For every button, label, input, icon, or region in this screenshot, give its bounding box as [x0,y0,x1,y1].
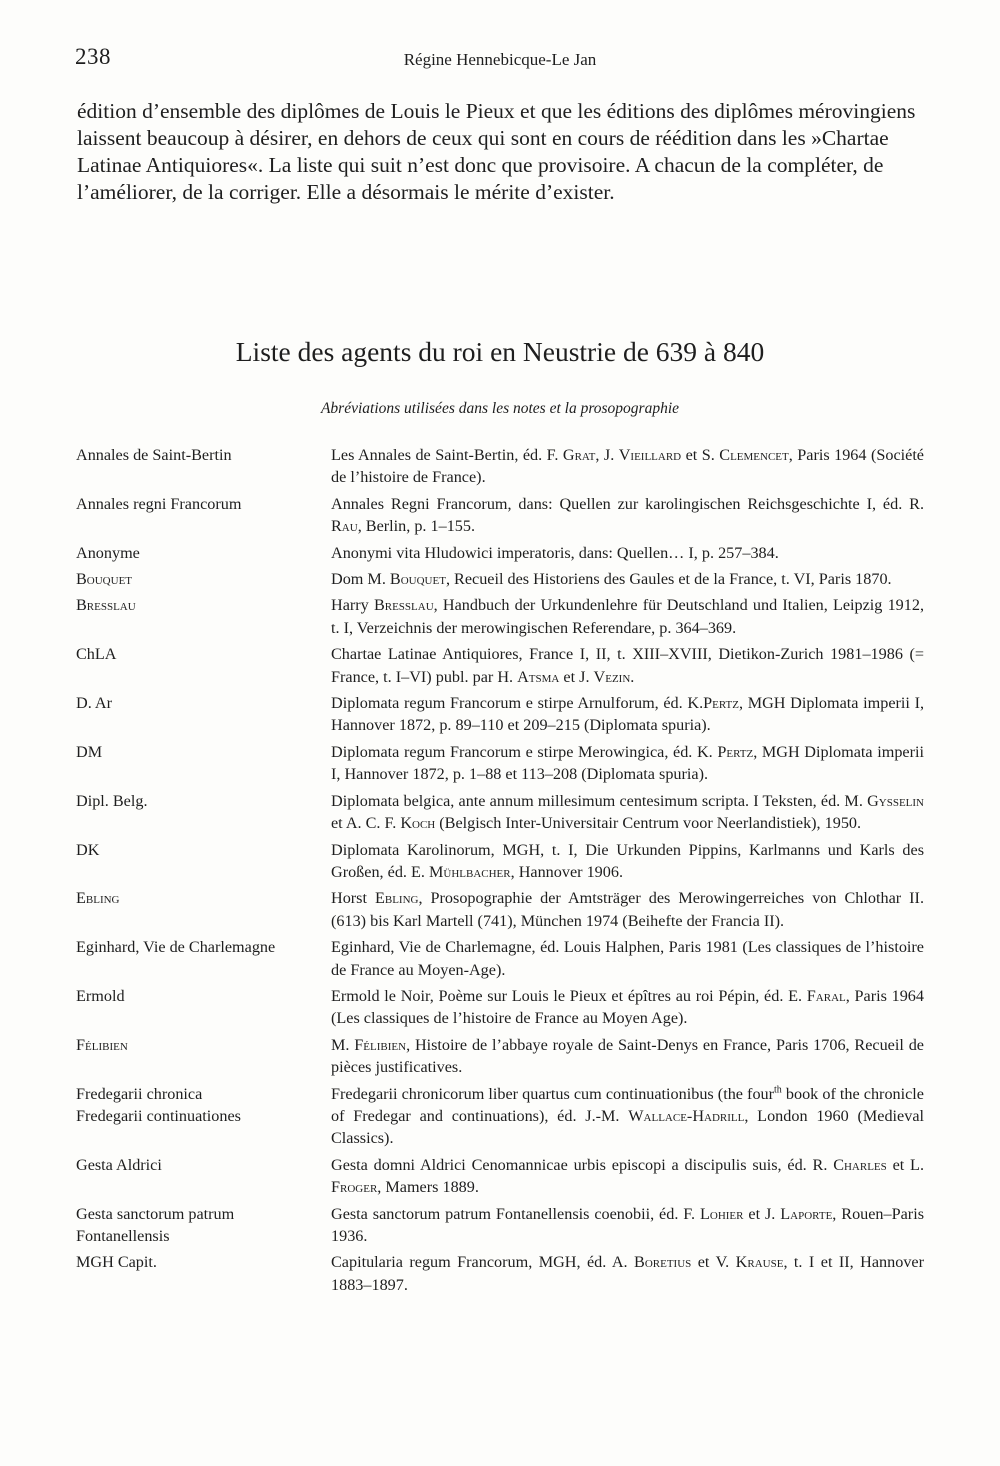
abbreviation-reference [331,568,924,590]
abbreviation-entry [76,692,924,737]
abbreviation-reference [331,542,924,564]
author-name: Froger [331,1178,378,1197]
reference-text: , t. I et II, Hannover 1883–1897. [331,1253,924,1294]
author-name: Rau [331,517,358,536]
intro-paragraph: édition d’ensemble des diplômes de Louis le Pieux et que les éditions des diplômes mérovingiens laissent beaucoup à désirer, en dehors de ceux qui sont en cours de réédition dans les »Chartae Latinae Antiquiores«. La liste qui suit n’est donc que provisoire. A chacun de la compléter, de l’améliorer, de la corriger. Elle a désormais le mérite d’exister. [77,99,916,204]
abbreviation-entry [76,568,924,590]
abbreviation-reference [331,887,924,932]
abbreviation-term: MGH Capit. [76,1253,157,1272]
abbreviation-entry [76,741,924,786]
reference-text: , Hannover 1906. [510,862,624,881]
author-name: Clemencet [719,446,789,464]
abbreviation-entry [76,887,924,932]
author-name: Koch [400,814,436,833]
abbreviation-term: Fredegarii chronica Fredegarii continuationes [76,1084,241,1125]
reference-text: th [774,1084,782,1096]
reference-text: et J. [559,667,594,686]
abbreviation-term: Eginhard, Vie de Charlemagne [76,938,276,957]
reference-text: Gesta domni Aldrici Cenomannicae urbis episcopi a discipulis suis, éd. R. [331,1155,834,1174]
abbreviation-term: Gesta sanctorum patrum Fontanellensis [76,1204,235,1245]
reference-text: Chartae Latinae Antiquiores, France I, II, t. XIII–XVIII, Dietikon-Zurich 1981–1986 (= France, t. I–VI) publ. par H. [331,645,924,686]
reference-text: , J. [595,446,619,464]
abbreviation-term: Ebling [76,889,120,908]
reference-text: Horst [331,889,375,908]
abbreviation-entry [76,936,924,981]
author-name: Ebling [374,889,419,908]
reference-text: Fredegarii chronicorum liber quartus cum continuationibus (the four [331,1084,775,1103]
abbreviation-reference [331,985,924,1030]
abbreviation-term: DM [76,742,103,761]
reference-text: , MGH Diplomata imperii I, Hannover 1872, p. 89–110 et 209–215 (Diplomata spuria). [331,694,925,735]
reference-text: Diplomata belgica, ante annum millesimum centesimum scripta. I Teksten, éd. M. [331,791,868,810]
abbreviation-term: Anonyme [76,543,140,562]
abbreviation-entry [76,1083,924,1150]
author-name: Vezin [593,667,631,686]
reference-text: , Mamers 1889. [377,1178,479,1197]
reference-text: , London 1960 (Medieval Classics). [331,1106,924,1148]
abbreviation-reference [331,444,924,489]
reference-text: , Histoire de l’abbaye royale de Saint-Denys en France, Paris 1706, Recueil de pièces justificatives. [331,1035,924,1077]
reference-text: Gesta sanctorum patrum Fontanellensis coenobii, éd. F. [331,1204,700,1223]
reference-text: et J. [743,1204,781,1223]
abbreviations-list [76,444,924,1296]
reference-text: , Recueil des Historiens des Gaules et de la France, t. VI, Paris 1870. [445,570,892,589]
author-name: Lohier [699,1204,744,1223]
author-name: Bresslau [373,596,434,615]
abbreviation-entry [76,1203,924,1248]
reference-text: , Rouen–Paris 1936. [331,1204,924,1245]
author-name: Laporte [780,1204,833,1223]
reference-text: Ermold le Noir, Poème sur Louis le Pieux et épîtres au roi Pépin, éd. E. [331,986,807,1005]
abbreviation-term: D. Ar [76,694,112,713]
abbreviation-entry [76,790,924,835]
abbreviation-term: Bresslau [76,596,136,615]
abbreviation-reference [331,493,924,538]
reference-text: , Handbuch der Urkundenlehre für Deutschland und Italien, Leipzig 1912, t. I, Verzeichnis der merowingischen Referendare, p. 364–369. [331,596,925,637]
abbreviation-entry [76,444,924,489]
abbreviation-reference [331,936,924,981]
abbreviation-reference [331,1034,924,1079]
abbreviation-entry [76,594,924,639]
reference-text: Annales Regni Francorum, dans: Quellen zur karolingischen Reichsgeschichte I, éd. R. [331,494,924,513]
abbreviation-term: Félibien [76,1035,128,1054]
author-name: Krause [735,1253,784,1272]
abbreviation-term: Annales regni Francorum [76,494,242,513]
abbreviation-entry [76,542,924,564]
section-title: Liste des agents du roi en Neustrie de 639 à 840 [235,336,765,367]
abbreviation-term: Dipl. Belg. [76,791,148,810]
abbreviation-reference [331,1154,924,1199]
reference-text: , Paris 1964 (Société de l’histoire de France). [331,446,924,487]
abbreviation-reference [331,692,924,737]
reference-text: , MGH Diplomata imperii I, Hannover 1872, p. 1–88 et 113–208 (Diplomata spuria). [331,742,924,784]
reference-text: et A. C. F. [331,814,401,833]
reference-text: Harry [331,596,374,615]
abbreviation-entry [76,1034,924,1079]
author-name: Charles [833,1155,887,1174]
reference-text: et L. [886,1155,924,1174]
author-name: Vieillard [618,446,682,464]
abbreviation-entry [76,1154,924,1199]
abbreviation-term: Gesta Aldrici [76,1155,162,1174]
reference-text: , Prosopographie der Amtsträger des Merowingerreiches von Chlothar II. (613) bis Karl Martell (741), München 1974 (Beihefte der Francia II). [331,889,924,930]
running-head: Régine Hennebicque-Le Jan [403,50,597,69]
reference-text: Dom M. [331,570,390,589]
author-name: Félibien [354,1035,407,1054]
reference-text: book of the chronicle of Fredegar and continuations), éd. J.-M. [331,1084,924,1125]
abbreviation-reference [331,594,924,639]
author-name: Pertz [717,742,754,761]
abbreviation-reference [331,790,924,835]
reference-text: Les Annales de Saint-Bertin, éd. F. [331,446,563,464]
abbreviation-reference [331,741,924,786]
reference-text: Capitularia regum Francorum, MGH, éd. A. [331,1253,635,1272]
abbreviation-entry [76,643,924,688]
author-name: Pertz [703,694,739,713]
abbreviation-reference [331,643,924,688]
abbreviation-reference [331,1203,924,1248]
reference-text: et S. [681,446,720,464]
page-number: 238 [75,44,111,69]
reference-text: Diplomata regum Francorum e stirpe Merowingica, éd. K. [331,742,718,761]
abbreviation-term: DK [76,840,100,859]
abbreviation-reference [331,839,924,884]
abbreviation-reference [331,1083,924,1150]
abbreviation-entry [76,493,924,538]
author-name: Mühlbacher [429,862,511,881]
abbreviation-reference [331,1251,924,1296]
author-name: Faral [806,986,846,1005]
reference-text: , Berlin, p. 1–155. [357,517,476,536]
reference-text: et V. [691,1253,736,1272]
author-name: Gysselin [867,791,924,810]
abbreviation-entry [76,1251,924,1296]
reference-text: , Paris 1964 (Les classiques de l’histoire de France au Moyen Age). [331,986,924,1028]
author-name: Boretius [634,1253,692,1272]
author-name: Grat [562,446,596,464]
reference-text: Eginhard, Vie de Charlemagne, éd. Louis Halphen, Paris 1981 (Les classiques de l’histoire de France au Moyen-Age). [331,938,924,979]
reference-text: Diplomata Karolinorum, MGH, t. I, Die Urkunden Pippins, Karlmanns und Karls des Großen, éd. E. [331,840,924,881]
author-name: Wallace-Hadrill [628,1106,745,1125]
author-name: Bouquet [389,570,446,589]
reference-text: . [630,667,635,686]
abbreviation-term: Ermold [76,986,125,1005]
author-name: Atsma [517,667,560,686]
abbreviations-caption: Abréviations utilisées dans les notes et la prosopographie [320,400,680,417]
abbreviation-term: ChLA [76,645,117,664]
reference-text: M. [331,1035,355,1054]
abbreviation-term: Annales de Saint-Bertin [76,446,232,464]
abbreviation-entry [76,985,924,1030]
reference-text: Anonymi vita Hludowici imperatoris, dans: Quellen… I, p. 257–384. [331,543,779,562]
reference-text: (Belgisch Inter-Universitair Centrum voor Neerlandistiek), 1950. [435,814,862,833]
abbreviation-entry [76,839,924,884]
reference-text: Diplomata regum Francorum e stirpe Arnulforum, éd. K. [331,694,704,713]
abbreviation-term: Bouquet [76,570,133,589]
